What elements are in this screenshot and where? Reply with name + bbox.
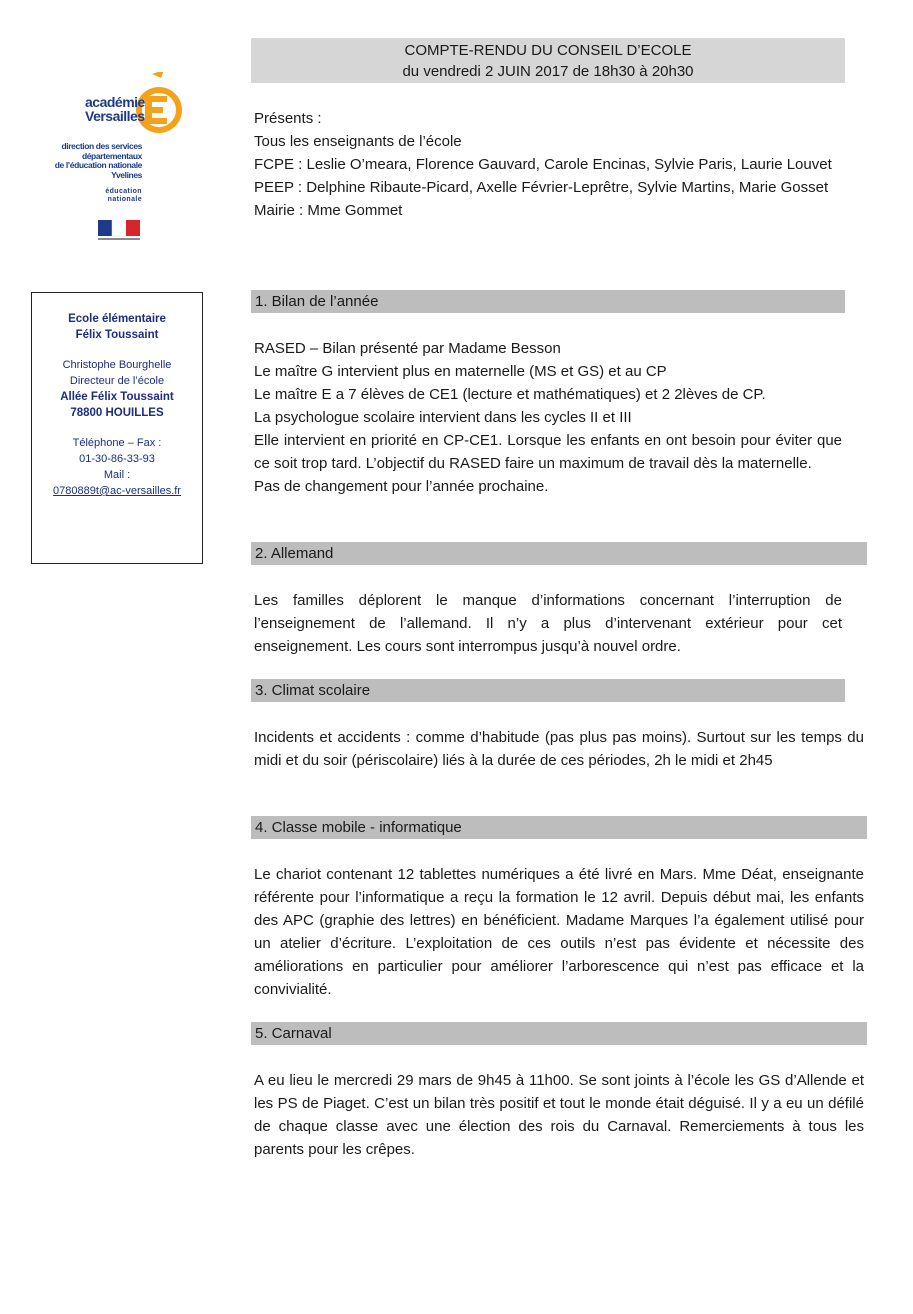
title-banner	[251, 38, 845, 83]
section-body	[254, 589, 842, 658]
city-address: 78800 HOUILLES	[70, 407, 164, 419]
section-heading: 4. Classe mobile - informatique	[251, 816, 867, 839]
mail-link[interactable]: 0780889t@ac-versailles.fr	[53, 485, 181, 497]
logo-dir-line: de l’éducation nationale	[54, 160, 142, 170]
logo-education-text	[96, 188, 142, 204]
document-date: du vendredi 2 JUIN 2017 de 18h30 à 20h30	[402, 63, 694, 80]
director-role: Directeur de l’école	[69, 375, 165, 387]
logo-edu-line: éducation	[105, 188, 142, 195]
logo-line-versailles: Versailles	[85, 108, 145, 124]
school-name-line2: Félix Toussaint	[75, 329, 159, 341]
attendees-line: PEEP : Delphine Ribaute-Picard, Axelle Février-Leprêtre, Sylvie Martins, Marie Gosset	[254, 179, 829, 196]
paragraph: Pas de changement pour l’année prochaine.	[254, 478, 549, 495]
french-republic-flag-icon	[98, 220, 140, 242]
logo-dir-line: Yvelines	[111, 169, 142, 180]
paragraph: Les familles déplorent le manque d’informations concernant l’interruption de l’enseignement de l’allemand. Il n’y a plus d’intervenant extérieur pour cet enseignement. Les cours sont interrompus jusqu’à nouvel ordre.	[254, 592, 842, 655]
section-heading: 3. Climat scolaire	[251, 679, 845, 702]
attendees-label: Présents :	[254, 110, 322, 127]
school-address-box	[31, 292, 203, 564]
section-heading: 1. Bilan de l’année	[251, 290, 845, 313]
section-body	[254, 863, 864, 1001]
logo-dir-line: direction des services	[61, 141, 142, 151]
phone-number: 01-30-86-33-93	[79, 453, 155, 465]
paragraph: A eu lieu le mercredi 29 mars de 9h45 à 11h00. Se sont joints à l’école les GS d’Allende et les PS de Piaget. C’est un bilan très positif et tout le monde était déguisé. Il y a eu un défilé de chaque classe avec une élection des rois du Carnaval. Remerciements à tous les parents pour les crêpes.	[254, 1072, 864, 1158]
director-name: Christophe Bourghelle	[62, 359, 172, 371]
paragraph: RASED – Bilan présenté par Madame Besson	[254, 340, 561, 357]
logo-dir-line: départementaux	[81, 150, 142, 161]
paragraph: Elle intervient en priorité en CP-CE1. Lorsque les enfants en ont besoin pour éviter que ce soit trop tard. L’objectif du RASED faire un maximum de travail dès la maternelle.	[254, 432, 842, 472]
logo-wordmark	[85, 95, 145, 123]
attendees-line: Mairie : Mme Gommet	[254, 202, 403, 219]
document-title: COMPTE-RENDU DU CONSEIL D’ECOLE	[404, 42, 692, 59]
mail-label: Mail :	[103, 469, 131, 481]
paragraph: Incidents et accidents : comme d’habitude (pas plus pas moins). Surtout sur les temps du midi et du soir (périscolaire) liés à la durée de ces périodes, 2h le midi et 2h45	[254, 729, 864, 769]
phone-label: Téléphone – Fax :	[72, 437, 162, 449]
paragraph: Le maître G intervient plus en maternelle (MS et GS) et au CP	[254, 363, 667, 380]
section-body	[254, 1069, 864, 1161]
paragraph: Le chariot contenant 12 tablettes numériques a été livré en Mars. Mme Déat, enseignante référente pour l’informatique a reçu la formation le 12 avril. Depuis début mai, les enfants des APC (graphie des lettres) en bénéficient. Madame Marques l’a également utilisé pour un atelier d’écriture. L’exploitation de ces outils n’est pas évidente et nécessite des améliorations en particulier pour améliorer l’arborescence qui n’est pas efficace et la convivialité.	[254, 866, 864, 998]
attendees-line: FCPE : Leslie O’meara, Florence Gauvard, Carole Encinas, Sylvie Paris, Laurie Louvet	[254, 156, 832, 173]
academie-versailles-logo	[50, 70, 200, 250]
logo-direction-text	[50, 142, 142, 180]
school-name: Ecole élémentaire	[68, 313, 166, 325]
section-body	[254, 337, 842, 498]
attendees-line: Tous les enseignants de l’école	[254, 133, 462, 150]
section-heading: 5. Carnaval	[251, 1022, 867, 1045]
attendees-block	[254, 107, 842, 222]
logo-edu-line: nationale	[107, 196, 142, 203]
section-heading: 2. Allemand	[251, 542, 867, 565]
street-address: Allée Félix Toussaint	[60, 391, 174, 403]
paragraph: Le maître E a 7 élèves de CE1 (lecture et mathématiques) et 2 2lèves de CP.	[254, 386, 766, 403]
section-body	[254, 726, 864, 772]
logo-line-academie: académie	[85, 94, 145, 110]
paragraph: La psychologue scolaire intervient dans les cycles II et III	[254, 409, 632, 426]
